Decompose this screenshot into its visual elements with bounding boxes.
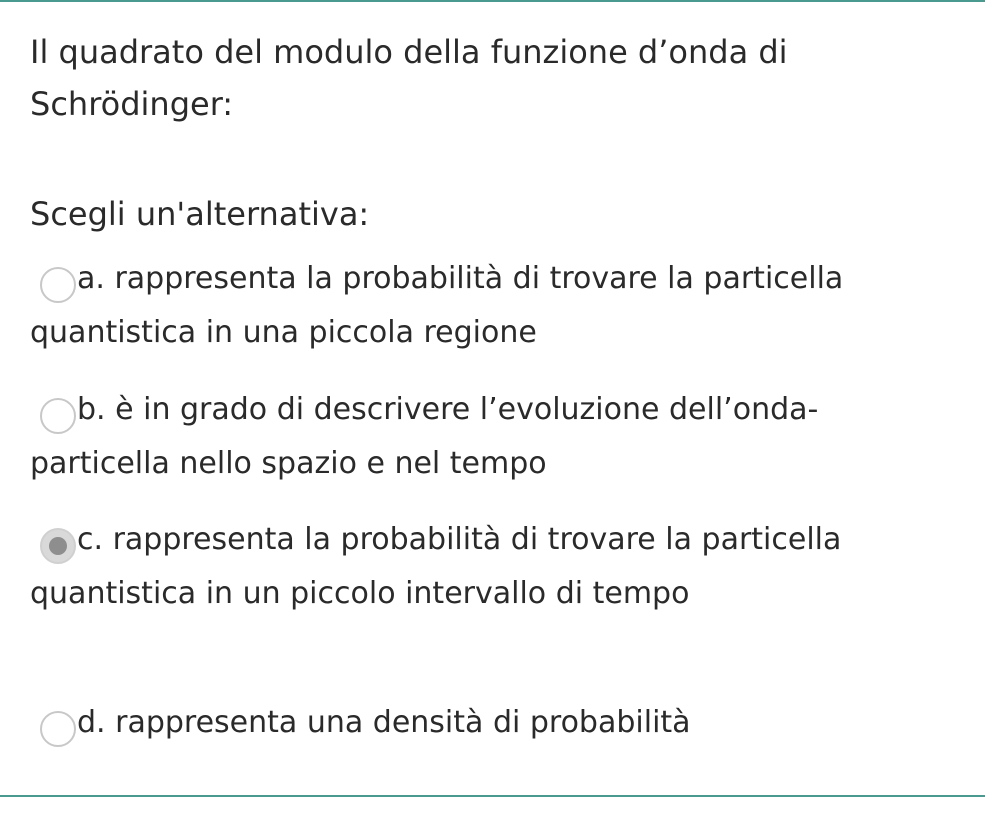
answer-option-d[interactable]: [30, 696, 930, 750]
answer-option-b[interactable]: [30, 383, 930, 491]
answer-label-b[interactable]: b. è in grado di descrivere l’evoluzione dell’onda-particella nello spazio e nel tempo: [30, 392, 819, 481]
question-text: Il quadrato del modulo della funzione d’onda di Schrödinger:: [30, 33, 788, 123]
answer-prompt: Scegli un'alternativa:: [30, 195, 370, 233]
radio-button-a[interactable]: [40, 267, 76, 303]
answer-option-c[interactable]: [30, 513, 930, 621]
answer-option-a[interactable]: [30, 252, 930, 360]
radio-button-b[interactable]: [40, 398, 76, 434]
top-divider: [0, 0, 985, 2]
answer-label-d[interactable]: d. rappresenta una densità di probabilità: [77, 705, 691, 740]
answer-label-c[interactable]: c. rappresenta la probabilità di trovare la particella quantistica in un piccolo intervallo di tempo: [30, 522, 842, 611]
radio-button-c-selected[interactable]: [40, 528, 76, 564]
radio-button-d[interactable]: [40, 711, 76, 747]
answer-label-a[interactable]: a. rappresenta la probabilità di trovare la particella quantistica in una piccola regione: [30, 261, 844, 350]
bottom-divider: [0, 795, 985, 797]
